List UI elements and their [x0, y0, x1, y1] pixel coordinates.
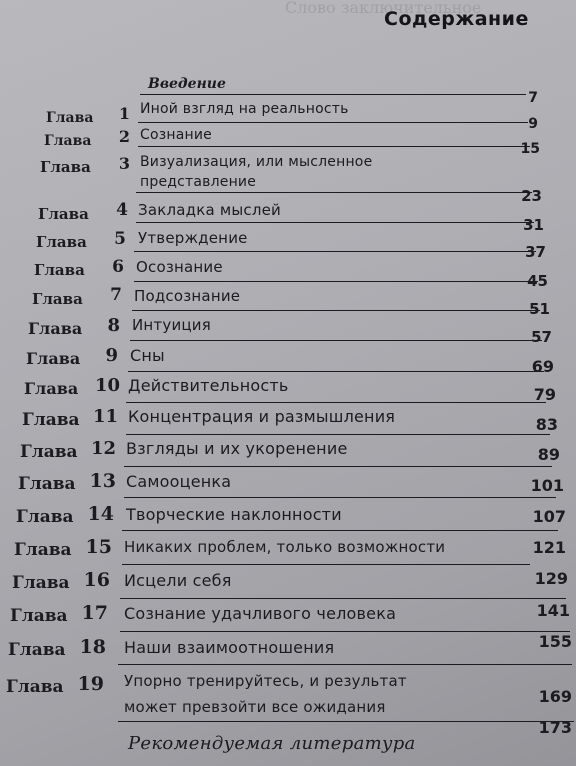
chapter-word: Глава: [32, 290, 83, 308]
chapter-page: 37: [525, 243, 546, 261]
chapter-title: Утверждение: [138, 229, 248, 247]
chapter-title: Творческие наклонности: [126, 505, 342, 524]
chapter-word: Глава: [28, 319, 83, 338]
chapter-rule: [118, 664, 572, 665]
chapter-page: 51: [529, 300, 550, 318]
chapter-rule: [136, 222, 534, 223]
chapter-rule: [128, 371, 544, 372]
chapter-word: Глава: [18, 474, 76, 494]
chapter-number: 18: [79, 636, 106, 658]
chapter-page: 69: [531, 357, 554, 376]
chapter-number: 13: [89, 470, 116, 492]
chapter-word: Глава: [44, 133, 92, 149]
chapter-number: 5: [114, 229, 126, 249]
chapter-page: 101: [530, 476, 564, 495]
chapter-page: 31: [523, 216, 544, 234]
chapter-rule: [120, 631, 570, 632]
chapter-rule: [118, 721, 574, 722]
chapter-page: 155: [538, 632, 572, 651]
chapter-word: Глава: [24, 379, 79, 398]
chapter-page: 23: [521, 187, 542, 205]
chapter-title: Взгляды и их укоренение: [126, 439, 348, 458]
chapter-number: 4: [116, 200, 128, 220]
chapter-number: 17: [81, 602, 108, 624]
chapter-title: Сны: [130, 346, 165, 365]
chapter-rule: [138, 122, 528, 123]
chapter-word: Глава: [40, 158, 91, 176]
chapter-page: 15: [520, 141, 540, 157]
chapter-number: 19: [77, 673, 104, 695]
chapter-title: Наши взаимоотношения: [124, 638, 335, 657]
chapter-rule: [124, 497, 556, 498]
chapter-word: Глава: [6, 677, 64, 697]
chapter-number: 14: [87, 503, 114, 525]
chapter-number: 12: [90, 438, 116, 459]
chapter-page: 121: [532, 538, 566, 557]
chapter-title: Действительность: [128, 376, 289, 395]
chapter-word: Глава: [38, 205, 89, 223]
chapter-number: 15: [85, 536, 112, 558]
chapter-rule: [136, 192, 532, 193]
chapter-title: Концентрация и размышления: [128, 407, 396, 426]
chapter-rule: [130, 340, 542, 341]
chapter-page: 9: [528, 116, 538, 132]
chapter-word: Глава: [16, 507, 74, 527]
chapter-rule: [126, 402, 546, 403]
chapter-word: Глава: [22, 410, 80, 430]
chapter-rule: [138, 146, 530, 147]
chapter-word: Глава: [26, 349, 81, 368]
chapter-title: Сознание удачливого человека: [124, 604, 397, 623]
chapter-number: 7: [110, 285, 122, 305]
chapter-title: Осознание: [136, 258, 223, 276]
bleed-through-text: Слово заключительное: [285, 0, 482, 17]
chapter-page: 79: [533, 385, 556, 404]
page-title: Содержание: [384, 8, 529, 30]
chapter-page: 107: [532, 507, 566, 526]
intro-page: 7: [528, 90, 538, 106]
chapter-number: 10: [94, 375, 120, 396]
chapter-number: 6: [112, 257, 124, 277]
chapter-title: Никаких проблем, только возможности: [124, 538, 446, 556]
chapter-page: 83: [535, 415, 558, 434]
chapter-title: Подсознание: [134, 287, 241, 305]
chapter-rule: [124, 466, 552, 467]
chapter-rule: [120, 598, 566, 599]
chapter-title-line1: Упорно тренируйтесь, и результат: [124, 672, 407, 690]
chapter-word: Глава: [20, 442, 78, 462]
chapter-title: Исцели себя: [124, 571, 232, 590]
intro-rule: [140, 94, 526, 95]
intro-label: Введение: [148, 76, 226, 92]
chapter-word: Глава: [14, 540, 72, 560]
chapter-page: 89: [537, 445, 560, 464]
chapter-title: Иной взгляд на реальность: [140, 101, 349, 117]
chapter-page: 141: [536, 601, 570, 620]
chapter-word: Глава: [8, 640, 66, 660]
chapter-page: 57: [531, 328, 552, 346]
chapter-rule: [134, 281, 538, 282]
chapter-word: Глава: [12, 573, 70, 593]
chapter-title: Закладка мыслей: [138, 201, 282, 219]
chapter-title: Сознание: [140, 127, 212, 143]
chapter-rule: [126, 434, 550, 435]
chapter-number: 2: [118, 127, 130, 146]
chapter-rule: [122, 530, 558, 531]
chapter-rule: [132, 310, 540, 311]
chapter-word: Глава: [34, 261, 85, 279]
chapter-word: Глава: [10, 606, 68, 626]
chapter-word: Глава: [36, 233, 87, 251]
chapter-rule: [122, 564, 530, 565]
chapter-number: 8: [107, 315, 120, 336]
chapter-number: 3: [118, 154, 130, 173]
chapter-number: 9: [105, 345, 118, 366]
chapter-title: Интуиция: [132, 316, 211, 334]
chapter-page: 169: [538, 687, 572, 706]
chapter-title-line1: Визуализация, или мысленное: [140, 154, 373, 170]
chapter-title-line2: представление: [140, 174, 257, 190]
chapter-page: 129: [534, 569, 568, 588]
chapter-number: 1: [118, 104, 130, 123]
chapter-title-line2: может превзойти все ожидания: [124, 698, 386, 716]
literature-label: Рекомендуемая литература: [128, 733, 416, 754]
chapter-word: Глава: [46, 110, 94, 126]
literature-page: 173: [538, 718, 572, 737]
chapter-number: 11: [92, 406, 118, 427]
chapter-title: Самооценка: [126, 472, 232, 491]
chapter-page: 45: [527, 272, 548, 290]
chapter-number: 16: [83, 569, 110, 591]
chapter-rule: [134, 251, 536, 252]
